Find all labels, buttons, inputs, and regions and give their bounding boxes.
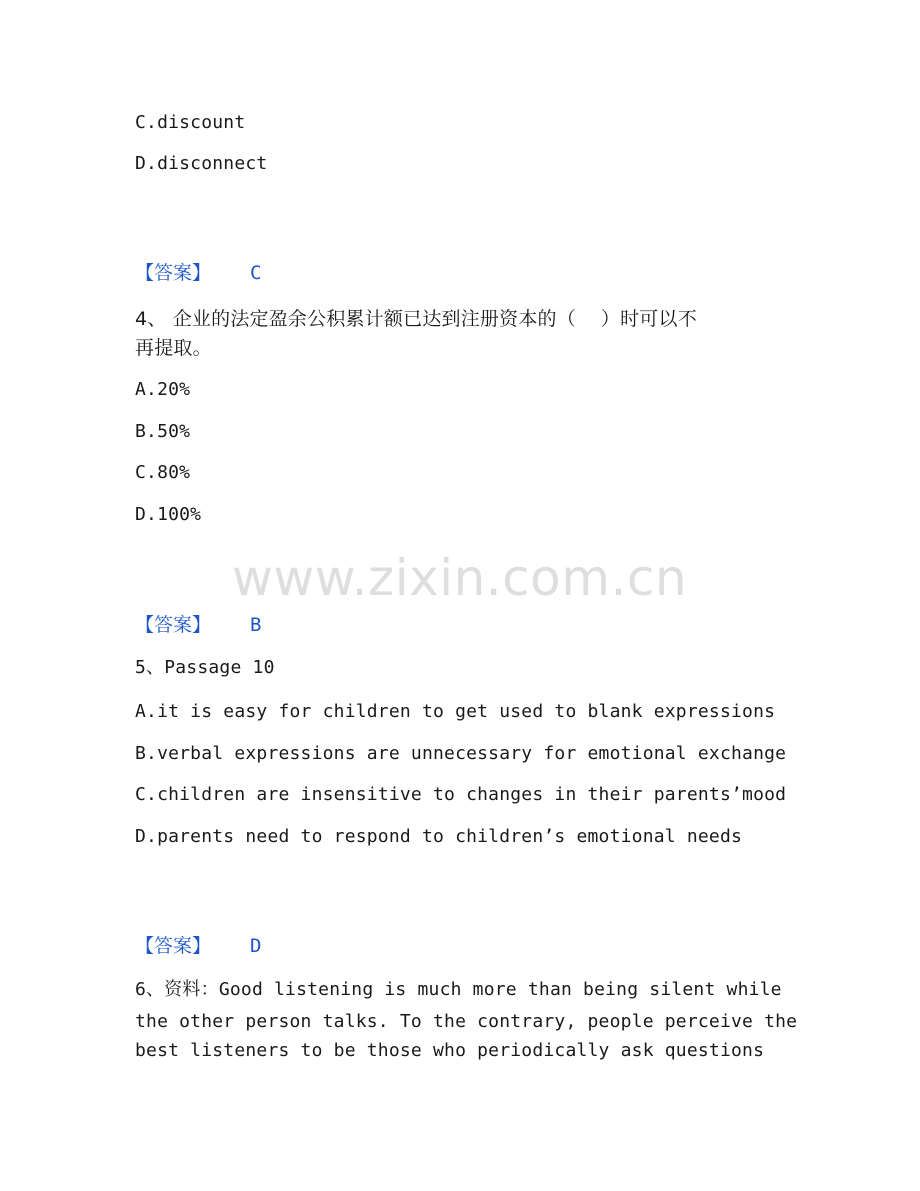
answer-value: B [250, 614, 262, 636]
q5-answer [135, 934, 335, 958]
q6-text-line-3: best listeners to be those who periodically ask questions [135, 1040, 765, 1061]
answer-label: 【答案】 [135, 262, 212, 284]
q6-text-line-1: 6、资料：Good listening is much more than being silent while [135, 979, 782, 1000]
q4-option-a: A.20% [135, 379, 191, 400]
q3-option-d: D.disconnect [135, 153, 268, 174]
q3-answer [135, 261, 335, 285]
q4-option-b: B.50% [135, 421, 191, 442]
q5-option-d: D.parents need to respond to children’s emotional needs [135, 826, 743, 847]
q6-text-line-2: the other person talks. To the contrary, people perceive the [135, 1011, 798, 1032]
q5-title: 5、Passage 10 [135, 657, 275, 678]
q4-answer [135, 613, 335, 637]
q5-option-a: A.it is easy for children to get used to blank expressions [135, 701, 776, 722]
q5-option-c: C.children are insensitive to changes in their parents’mood [135, 784, 787, 805]
answer-value: C [250, 262, 262, 284]
answer-label: 【答案】 [135, 935, 212, 957]
q4-option-d: D.100% [135, 504, 202, 525]
q4-text-line-1: 4、 企业的法定盈余公积累计额已达到注册资本的（ ）时可以不 [135, 308, 697, 330]
watermark: www.zixin.com.cn [232, 549, 688, 607]
q3-option-c: C.discount [135, 112, 246, 133]
answer-value: D [250, 935, 262, 957]
q4-text-line-2: 再提取。 [135, 337, 212, 359]
answer-label: 【答案】 [135, 614, 212, 636]
q5-option-b: B.verbal expressions are unnecessary for emotional exchange [135, 743, 787, 764]
q4-option-c: C.80% [135, 462, 191, 483]
